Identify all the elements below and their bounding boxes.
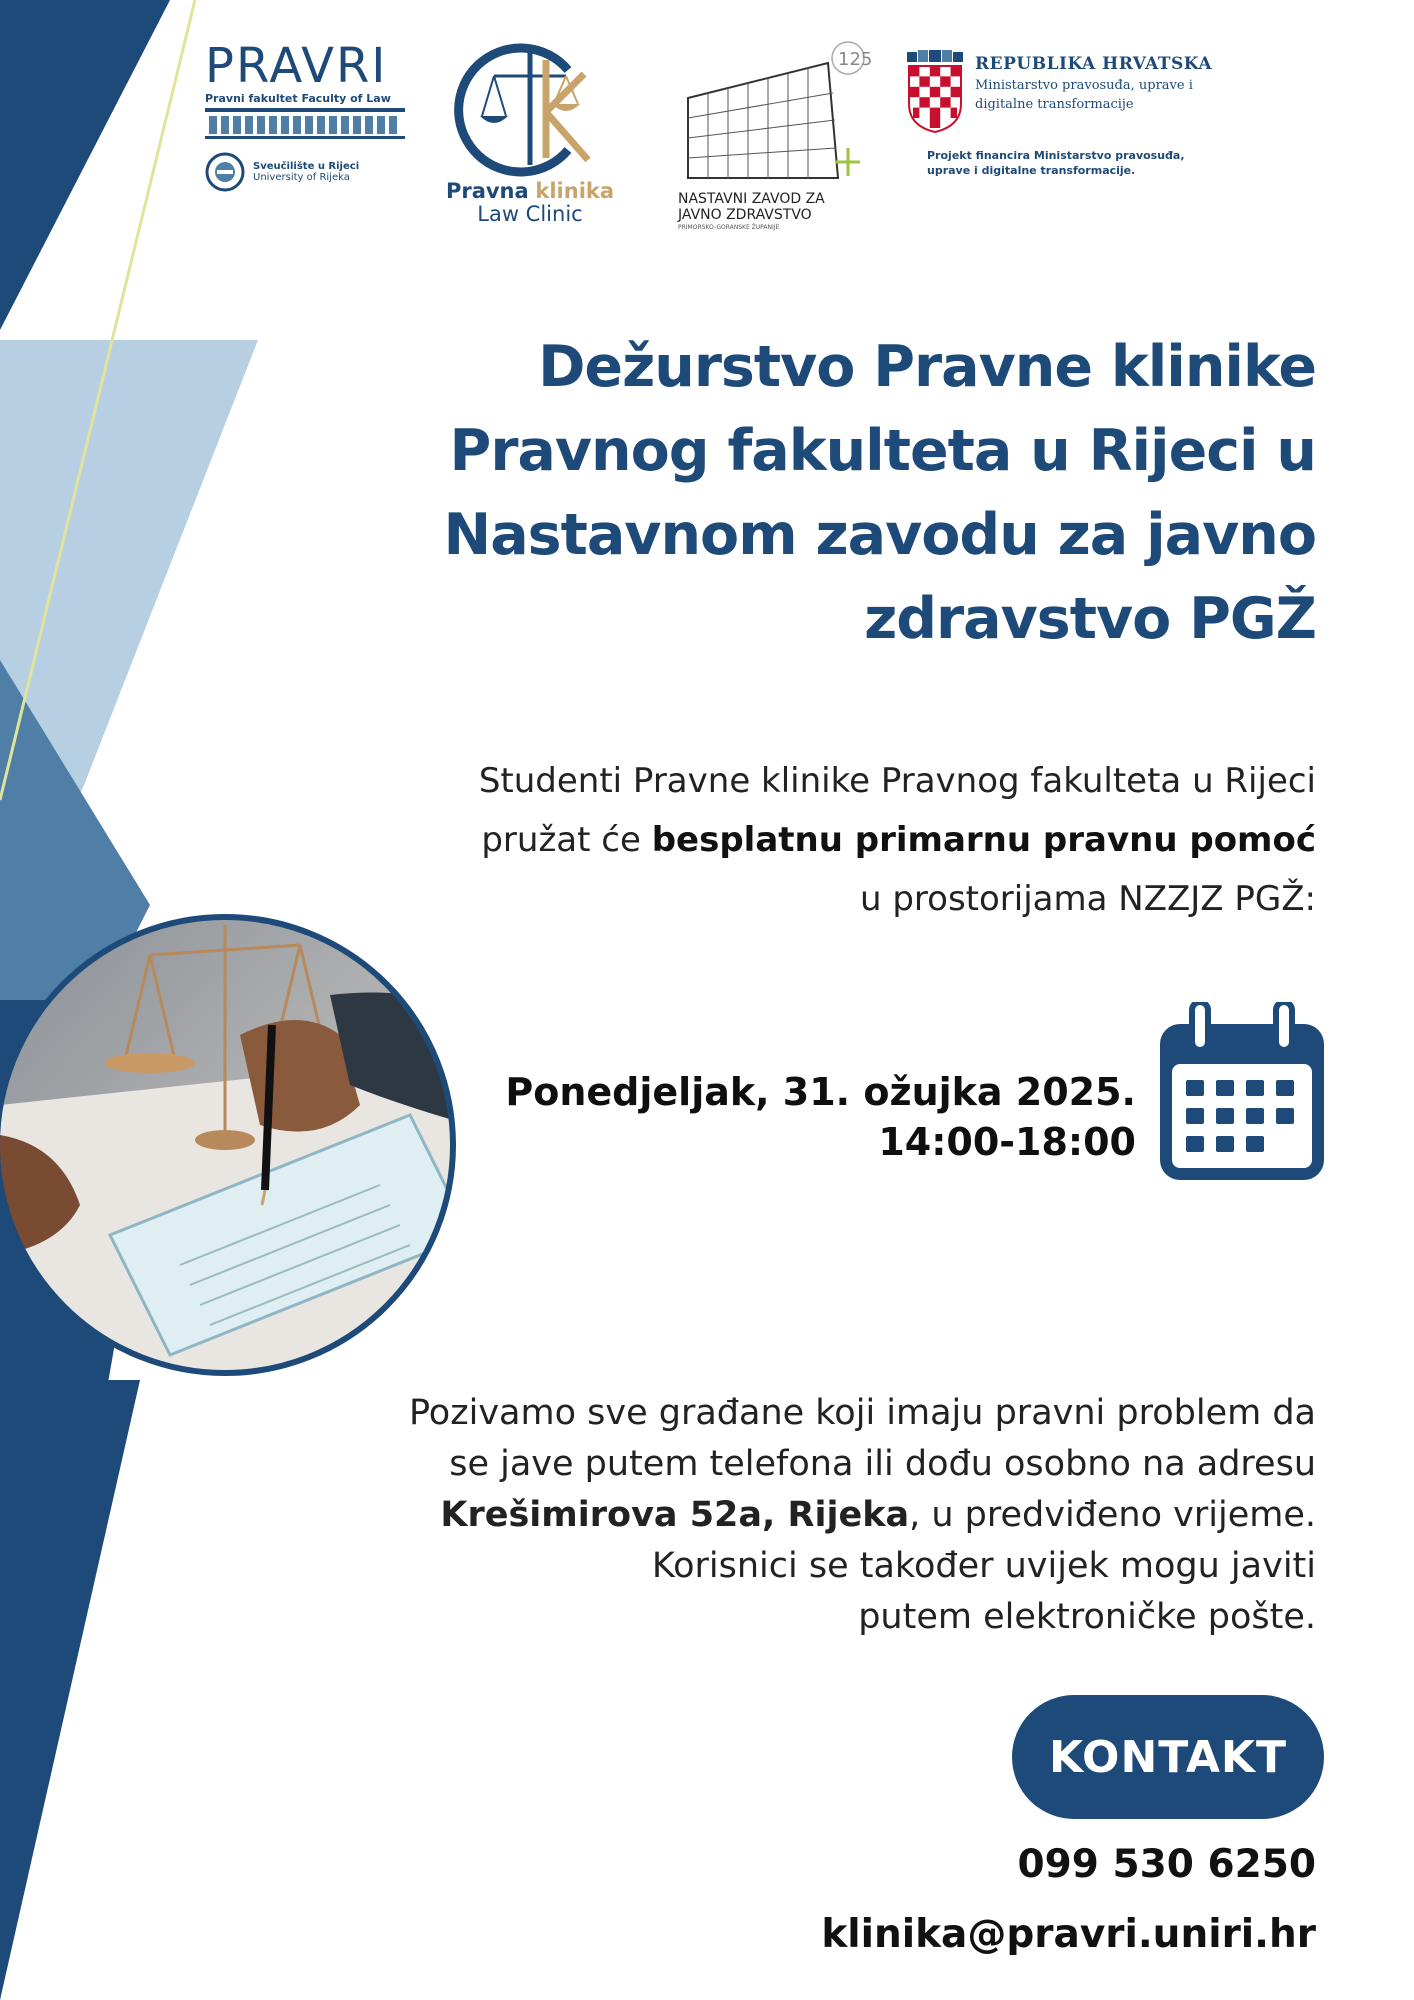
nzzjz-line-3: PRIMORSKO-GORANSKE ŽUPANIJE: [678, 224, 780, 231]
pravri-faculty-line: Pravni fakultet Faculty of Law: [205, 92, 391, 105]
university-seal-icon: [205, 152, 245, 192]
pravri-wordmark: PRAVRI: [205, 38, 388, 94]
intro-text: [479, 752, 1316, 929]
calendar-icon: [1156, 1002, 1328, 1184]
title-line-1: Dežurstvo Pravne klinike: [538, 334, 1316, 400]
pravri-logo: [205, 40, 415, 210]
law-clinic-logo: [445, 30, 615, 240]
invite-line-3: [409, 1490, 1316, 1541]
invite-line-4: Korisnici se također uvijek mogu javiti: [651, 1546, 1316, 1586]
intro-line-3: u prostorijama NZZJZ PGŽ:: [859, 879, 1316, 919]
clinic-word-klinika: klinika: [535, 179, 615, 203]
ministry-line-2: Ministarstvo pravosuđa, uprave i: [975, 78, 1193, 93]
event-date: Ponedjeljak, 31. ožujka 2025.: [505, 1070, 1136, 1114]
contact-button[interactable]: KONTAKT: [1012, 1695, 1324, 1819]
university-line-1: Sveučilište u Rijeci: [253, 161, 360, 172]
scales-icon: [450, 30, 610, 180]
nzzjz-line-2: JAVNO ZDRAVSTVO: [678, 207, 812, 223]
title-line-4: zdravstvo PGŽ: [864, 586, 1316, 652]
intro-line-2: [479, 811, 1316, 870]
title-line-2: Pravnog fakulteta u Rijeci u: [449, 418, 1316, 484]
clinic-word-law-clinic: Law Clinic: [477, 202, 583, 226]
intro-line-1: Studenti Pravne klinike Pravnog fakulteta u Rijeci: [478, 761, 1316, 801]
event-datetime: [505, 1067, 1136, 1167]
nzzjz-line-1: NASTAVNI ZAVOD ZA: [678, 191, 825, 207]
building-facade-icon: [205, 106, 405, 140]
lawyer-photo: [0, 905, 470, 1385]
intro-highlight: besplatnu primarnu pravnu pomoć: [651, 820, 1316, 860]
invite-line-3-text: , u predviđeno vrijeme.: [909, 1495, 1316, 1535]
ministry-logo: [905, 50, 1235, 200]
contact-phone[interactable]: 099 530 6250: [1017, 1842, 1316, 1887]
invite-line-2: se jave putem telefona ili dođu osobno na adresu: [449, 1444, 1316, 1484]
croatian-coat-of-arms: [905, 50, 965, 134]
invitation-text: [409, 1388, 1316, 1643]
title-line-3: Nastavnom zavodu za javno: [443, 502, 1316, 568]
nzzjz-logo: [678, 38, 878, 233]
funding-line-1: Projekt financira Ministarstvo pravosuđa,: [927, 149, 1185, 162]
page-title: [316, 325, 1316, 661]
ministry-line-1: REPUBLIKA HRVATSKA: [975, 54, 1213, 74]
university-line-2: University of Rijeka: [253, 172, 350, 183]
funding-line-2: uprave i digitalne transformacije.: [927, 164, 1136, 177]
invite-line-1: Pozivamo sve građane koji imaju pravni problem da: [408, 1393, 1316, 1433]
building-icon: [678, 38, 878, 183]
ministry-line-3: digitalne transformacije: [975, 97, 1134, 112]
anniversary-number: 125: [838, 49, 873, 70]
clinic-word-pravna: Pravna: [445, 179, 529, 203]
contact-email[interactable]: klinika@pravri.uniri.hr: [821, 1912, 1316, 1957]
intro-line-2-text: pružat će: [481, 820, 652, 860]
invite-line-5: putem elektroničke pošte.: [858, 1597, 1316, 1637]
event-time: 14:00-18:00: [878, 1120, 1136, 1164]
address: Krešimirova 52a, Rijeka: [440, 1495, 910, 1535]
